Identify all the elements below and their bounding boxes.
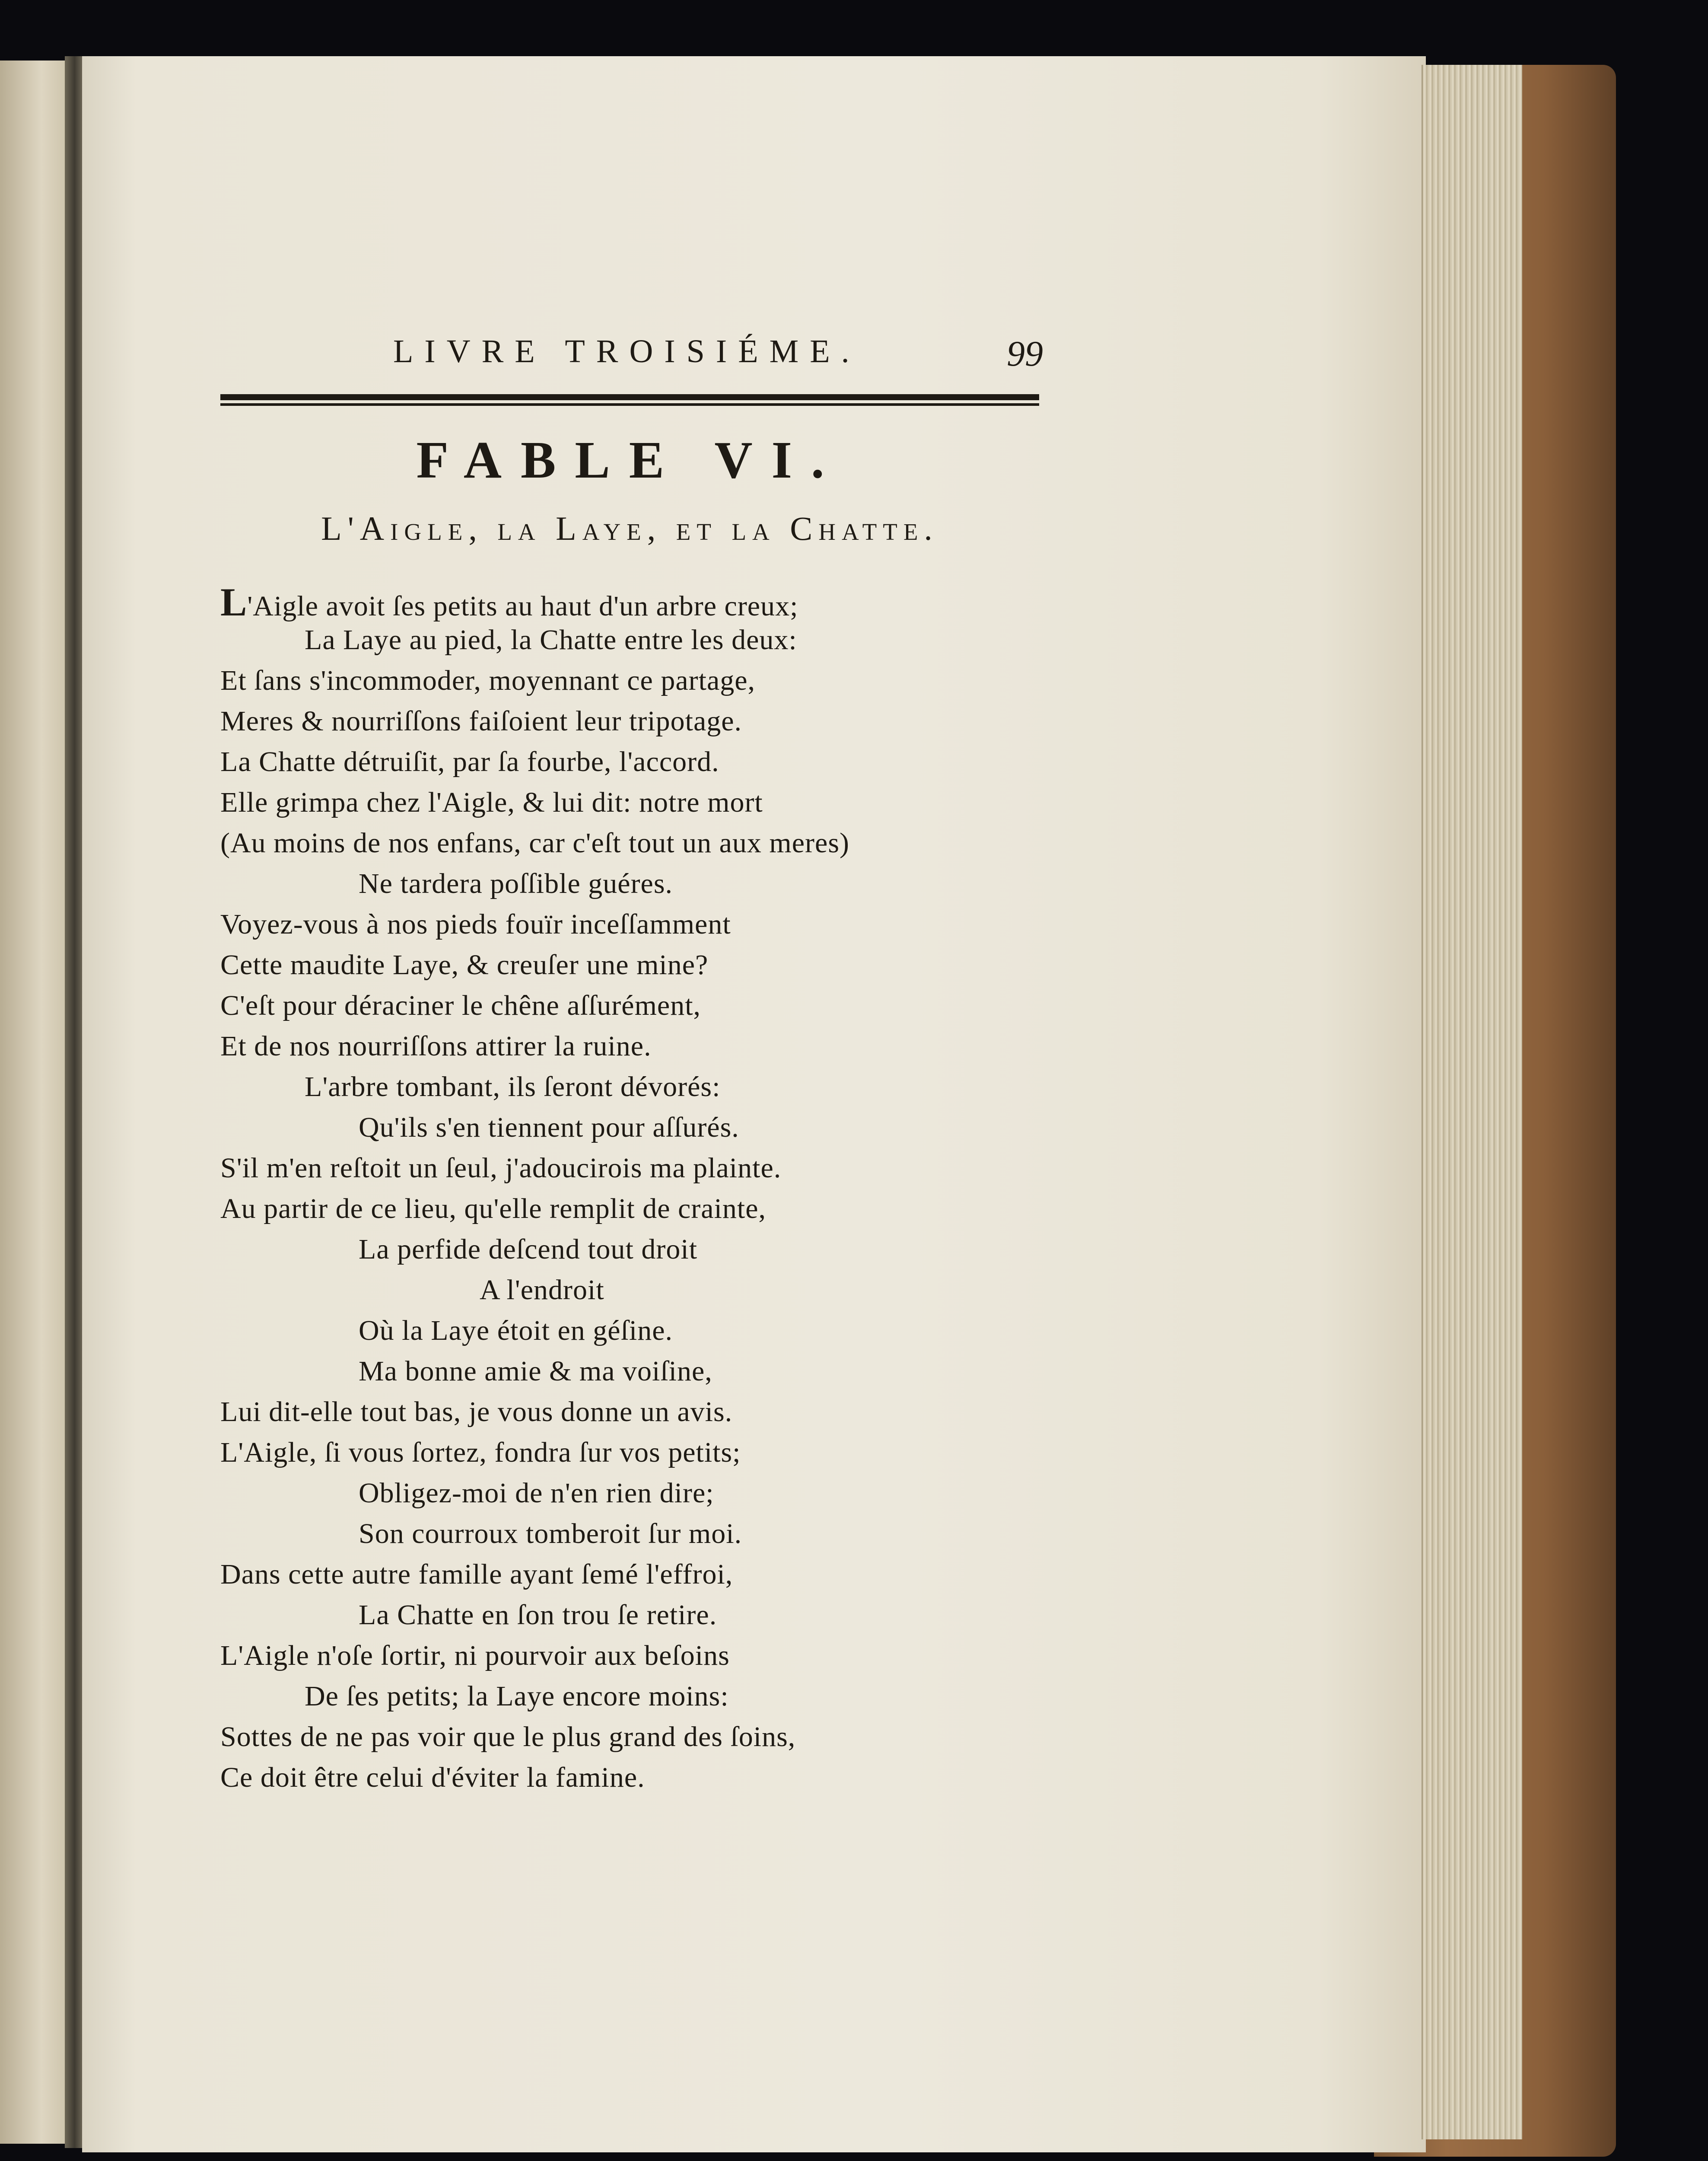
poem-line: La perfide deſcend tout droit bbox=[359, 1233, 698, 1265]
running-head-title: LIVRE TROISIÉME. bbox=[393, 333, 861, 370]
poem-line: Son courroux tomberoit ſur moi. bbox=[359, 1518, 742, 1549]
poem-line: Dans cette autre famille ayant ſemé l'effroi, bbox=[220, 1559, 733, 1590]
poem-line: Lui dit-elle tout bas, je vous donne un avis. bbox=[220, 1396, 733, 1428]
poem-line: Voyez-vous à nos pieds fouïr inceſſamment bbox=[220, 908, 731, 940]
poem-line: Ce doit être celui d'éviter la famine. bbox=[220, 1762, 645, 1793]
poem-line: C'eſt pour déraciner le chêne aſſurément, bbox=[220, 990, 701, 1021]
poem-line: La Chatte détruiſit, par ſa fourbe, l'accord. bbox=[220, 746, 719, 778]
poem-line: L'Aigle n'oſe ſortir, ni pourvoir aux beſoins bbox=[220, 1640, 730, 1671]
poem-line: La Laye au pied, la Chatte entre les deux: bbox=[305, 624, 797, 656]
fable-title: FABLE VI. bbox=[416, 431, 843, 489]
poem-line: S'il m'en reſtoit un ſeul, j'adoucirois ma plainte. bbox=[220, 1152, 782, 1184]
poem-line: L'Aigle avoit ſes petits au haut d'un arbre creux; bbox=[220, 580, 798, 624]
poem-line: Et ſans s'incommoder, moyennant ce partage, bbox=[220, 665, 756, 696]
poem-line: Ne tardera poſſible guéres. bbox=[359, 868, 673, 899]
drop-cap: L bbox=[220, 580, 248, 624]
fable-subtitle: L'Aigle, la Laye, et la Chatte. bbox=[321, 510, 938, 547]
poem-line: L'Aigle, ſi vous ſortez, fondra ſur vos petits; bbox=[220, 1437, 741, 1468]
poem-line: Ma bonne amie & ma voiſine, bbox=[359, 1355, 712, 1387]
poem-line: Meres & nourriſſons faiſoient leur tripotage. bbox=[220, 705, 742, 737]
page-number: 99 bbox=[1007, 334, 1043, 374]
poem-line: A l'endroit bbox=[480, 1274, 604, 1306]
poem-line: De ſes petits; la Laye encore moins: bbox=[305, 1680, 729, 1712]
poem-line: Elle grimpa chez l'Aigle, & lui dit: notre mort bbox=[220, 787, 763, 818]
poem-line: Qu'ils s'en tiennent pour aſſurés. bbox=[359, 1112, 739, 1143]
poem-line: Sottes de ne pas voir que le plus grand des ſoins, bbox=[220, 1721, 796, 1753]
poem-line: L'arbre tombant, ils ſeront dévorés: bbox=[305, 1071, 721, 1103]
poem-line: La Chatte en ſon trou ſe retire. bbox=[359, 1599, 717, 1631]
poem-line: (Au moins de nos enfans, car c'eſt tout un aux meres) bbox=[220, 827, 849, 859]
poem-line: Au partir de ce lieu, qu'elle remplit de crainte, bbox=[220, 1193, 767, 1224]
poem-line: Où la Laye étoit en géſine. bbox=[359, 1315, 673, 1346]
poem-line: Et de nos nourriſſons attirer la ruine. bbox=[220, 1030, 652, 1062]
poem-line: Cette maudite Laye, & creuſer une mine? bbox=[220, 949, 709, 981]
poem-line: Obligez-moi de n'en rien dire; bbox=[359, 1477, 714, 1509]
